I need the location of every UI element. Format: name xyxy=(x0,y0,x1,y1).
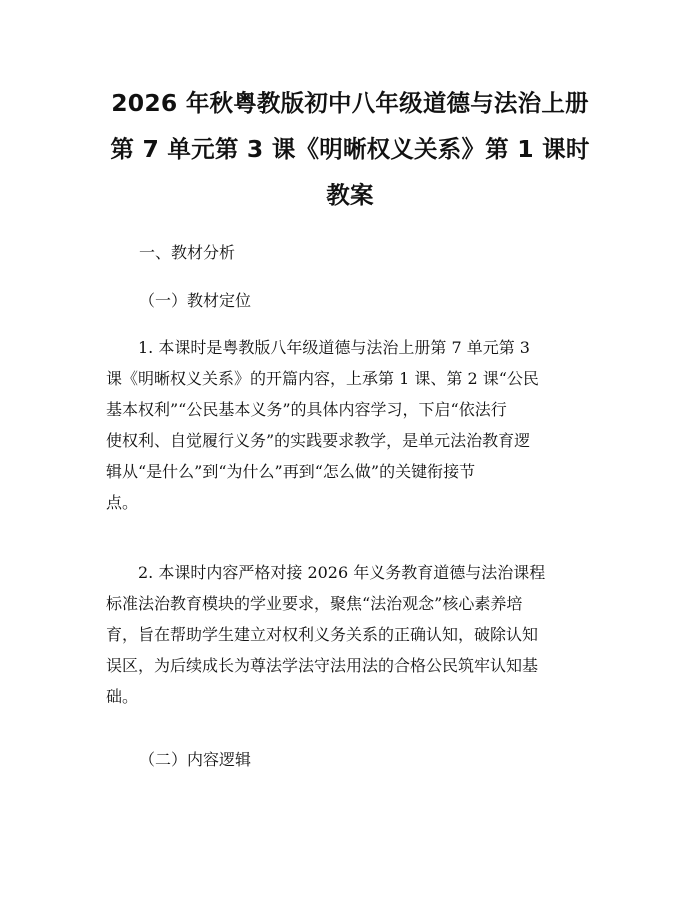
paragraph-1-line-3: 基本权利”“公民基本义务”的具体内容学习，下启“依法行 xyxy=(106,400,507,419)
subsection-heading-content-logic: （二）内容逻辑 xyxy=(139,750,252,769)
paragraph-1 xyxy=(106,332,606,518)
title-line-1: 2026 年秋粤教版初中八年级道德与法治上册 xyxy=(111,89,589,117)
paragraph-2-line-3: 育，旨在帮助学生建立对权利义务关系的正确认知，破除认知 xyxy=(106,625,539,644)
paragraph-2-line-1: 2. 本课时内容严格对接 2026 年义务教育道德与法治课程 xyxy=(138,563,546,582)
paragraph-2-line-2: 标准法治教育模块的学业要求，聚焦“法治观念”核心素养培 xyxy=(106,594,523,613)
paragraph-2 xyxy=(106,557,606,712)
paragraph-1-line-4: 使权利、自觉履行义务”的实践要求教学，是单元法治教育逻 xyxy=(106,431,531,450)
paragraph-2-line-5: 础。 xyxy=(106,687,139,706)
section-heading-textbook-analysis: 一、教材分析 xyxy=(139,243,236,262)
paragraph-1-line-6: 点。 xyxy=(106,493,139,512)
document-title xyxy=(80,80,620,218)
paragraph-2-line-4: 误区，为后续成长为尊法学法守法用法的合格公民筑牢认知基 xyxy=(106,656,539,675)
paragraph-1-line-2: 课《明晰权义关系》的开篇内容，上承第 1 课、第 2 课“公民 xyxy=(106,369,539,388)
title-line-2: 第 7 单元第 3 课《明晰权义关系》第 1 课时 xyxy=(110,135,590,163)
subsection-heading-positioning: （一）教材定位 xyxy=(139,291,252,310)
title-line-3: 教案 xyxy=(326,181,374,209)
paragraph-1-line-1: 1. 本课时是粤教版八年级道德与法治上册第 7 单元第 3 xyxy=(138,338,530,357)
paragraph-1-line-5: 辑从“是什么”到“为什么”再到“怎么做”的关键衔接节 xyxy=(106,462,476,481)
